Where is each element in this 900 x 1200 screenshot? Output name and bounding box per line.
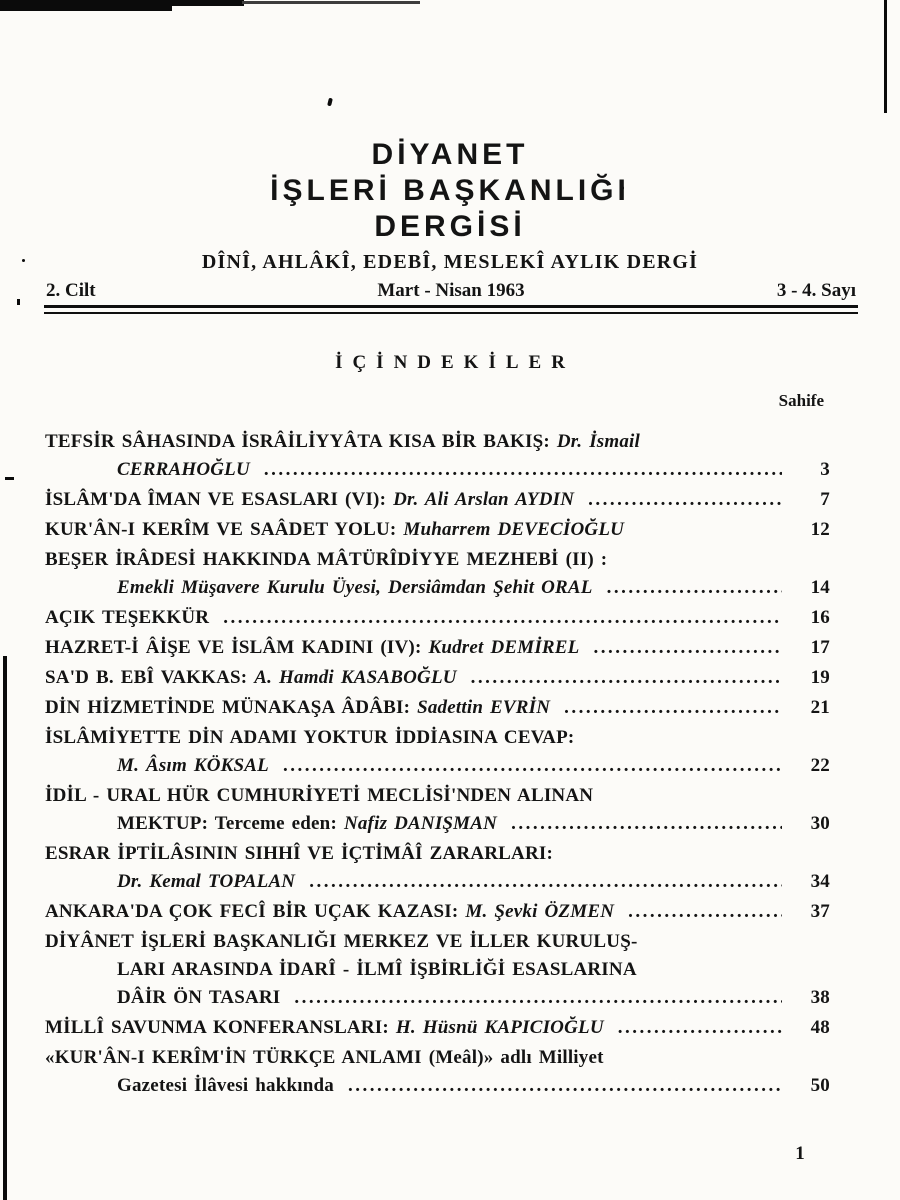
toc-title-text: DİN HİZMETİNDE MÜNAKAŞA ÂDÂBI: [45,697,418,718]
toc-line [45,752,830,780]
toc-entry [45,604,830,632]
dotted-leader [294,984,782,1012]
toc-title-text: İDİL - URAL HÜR CUMHURİYETİ MECLİSİ'NDEN ALINAN [45,785,594,806]
toc-title-text: HAZRET-İ ÂİŞE VE İSLÂM KADINI (IV): [45,637,429,658]
toc-author: Sadettin EVRİN [417,697,551,718]
toc-title-text: SA'D B. EBÎ VAKKAS: [45,667,255,688]
dotted-leader [348,1072,782,1100]
toc-title-text: LARI ARASINDA İDARÎ - İLMÎ İŞBİRLİĞİ ESASLARINA [117,959,637,980]
toc-page-number: 30 [810,813,830,834]
toc-page-number: 19 [810,667,830,688]
toc-entry [45,546,830,602]
journal-title-line-2: İŞLERİ BAŞKANLIĞI [270,174,630,207]
toc-line [45,782,830,810]
toc-line [45,456,830,484]
toc-author: Muharrem DEVECİOĞLU [403,519,625,540]
toc-author: Dr. Kemal TOPALAN [117,871,296,892]
toc-entry [45,840,830,896]
toc-entry [45,898,830,926]
dotted-leader [564,694,782,722]
toc-line [45,868,830,896]
toc-entry [45,1044,830,1100]
toc-entry [45,634,830,662]
toc-line [45,634,830,662]
toc-title-text: MİLLÎ SAVUNMA KONFERANSLARI: [45,1017,396,1038]
dotted-leader [607,574,782,602]
toc-entry [45,486,830,514]
toc-entries [45,428,830,1102]
page-column-label: Sahife [778,391,824,410]
toc-line [45,574,830,602]
issue-number: 3 - 4. Sayı [776,280,856,301]
issue-info-row [46,280,856,302]
toc-author: CERRAHOĞLU [117,459,250,480]
toc-page-number: 34 [810,871,830,892]
contents-heading: İÇİNDEKİLER [335,352,575,373]
toc-author: H. Hüsnü KAPICIOĞLU [395,1017,604,1038]
toc-title-text: BEŞER İRÂDESİ HAKKINDA MÂTÜRÎDİYYE MEZHEBİ (II) : [45,549,608,570]
toc-author: Kudret DEMİREL [428,637,580,658]
toc-title-text: KUR'ÂN-I KERÎM VE SAÂDET YOLU: [45,519,404,540]
toc-page-number: 21 [810,697,830,718]
volume-label: 2. Cilt [46,280,96,301]
journal-subtitle: DÎNÎ, AHLÂKÎ, EDEBÎ, MESLEKÎ AYLIK DERGİ [201,251,699,273]
toc-line [45,840,830,868]
toc-page-number: 37 [810,901,830,922]
toc-line [45,810,830,838]
toc-line [45,724,830,752]
dotted-leader [593,634,782,662]
scan-artifact-top-bar [170,0,244,6]
toc-line [45,1044,830,1072]
scan-artifact-speck [327,98,333,107]
page-number: 1 [795,1143,805,1164]
scan-artifact-speck [17,299,20,305]
journal-title-line-1: DİYANET [371,138,529,171]
dotted-leader [223,604,782,632]
toc-line [45,694,830,722]
journal-title [0,137,900,245]
toc-title-text: ANKARA'DA ÇOK FECÎ BİR UÇAK KAZASI: [45,901,466,922]
toc-author: Emekli Müşavere Kurulu Üyesi, Dersiâmdan Şehit ORAL [117,577,593,598]
dotted-leader [264,456,782,484]
toc-entry [45,428,830,484]
toc-line [45,486,830,514]
scan-artifact-top-bar [242,1,420,4]
scan-artifact-top-bar [0,0,172,11]
toc-line [45,956,830,984]
toc-page-number: 14 [810,577,830,598]
toc-title-text: DÂİR ÖN TASARI [117,987,281,1008]
toc-title-text: MEKTUP: Terceme eden: [117,813,344,834]
journal-title-line-3: DERGİSİ [374,210,526,243]
dotted-leader [628,898,782,926]
toc-title-text: «KUR'ÂN-I KERÎM'İN TÜRKÇE ANLAMI (Meâl)» adlı Milliyet [45,1047,604,1068]
toc-entry [45,1014,830,1042]
toc-entry [45,782,830,838]
toc-line [45,1014,830,1042]
toc-entry [45,694,830,722]
toc-entry [45,516,830,544]
toc-author: A. Hamdi KASABOĞLU [254,667,457,688]
toc-line [45,604,830,632]
toc-page-number: 3 [820,459,830,480]
toc-author: M. Şevki ÖZMEN [465,901,615,922]
toc-title-text: İSLÂM'DA ÎMAN VE ESASLARI (VI): [45,489,394,510]
toc-page-number: 16 [810,607,830,628]
scan-artifact-left-line [3,656,7,1200]
toc-title-text: TEFSİR SÂHASINDA İSRÂİLİYYÂTA KISA BİR BAKIŞ: [45,431,557,452]
toc-page-number: 48 [810,1017,830,1038]
scan-artifact-speck [4,930,7,944]
double-rule-divider [44,305,858,314]
dotted-leader [283,752,782,780]
toc-page-number: 7 [820,489,830,510]
dotted-leader [511,810,782,838]
toc-line [45,664,830,692]
toc-line [45,428,830,456]
toc-title-text: İSLÂMİYETTE DİN ADAMI YOKTUR İDDİASINA CEVAP: [45,727,575,748]
toc-page-number: 12 [810,519,830,540]
issue-date: Mart - Nisan 1963 [377,280,525,301]
dotted-leader [588,486,782,514]
toc-line [45,516,830,544]
scan-artifact-right-line [884,0,887,113]
dotted-leader [309,868,782,896]
toc-line [45,898,830,926]
toc-author: Nafiz DANIŞMAN [343,813,498,834]
toc-line [45,546,830,574]
toc-entry [45,928,830,1012]
toc-line [45,928,830,956]
dotted-leader [618,1014,782,1042]
scan-artifact-speck [5,477,14,480]
toc-entry [45,664,830,692]
dotted-leader [471,664,782,692]
toc-author: Dr. Ali Arslan AYDIN [393,489,575,510]
toc-title-text: DİYÂNET İŞLERİ BAŞKANLIĞI MERKEZ VE İLLER KURULUŞ- [45,931,638,952]
toc-page-number: 17 [810,637,830,658]
toc-title-text: AÇIK TEŞEKKÜR [45,607,210,628]
toc-title-text: ESRAR İPTİLÂSININ SIHHÎ VE İÇTİMÂÎ ZARARLARI: [45,843,553,864]
toc-entry [45,724,830,780]
toc-line [45,984,830,1012]
toc-page-number: 38 [810,987,830,1008]
toc-page-number: 50 [810,1075,830,1096]
toc-line [45,1072,830,1100]
toc-title-text: Gazetesi İlâvesi hakkında [117,1075,334,1096]
toc-page-number: 22 [810,755,830,776]
toc-author: Dr. İsmail [556,431,641,452]
toc-author: M. Âsım KÖKSAL [117,755,269,776]
